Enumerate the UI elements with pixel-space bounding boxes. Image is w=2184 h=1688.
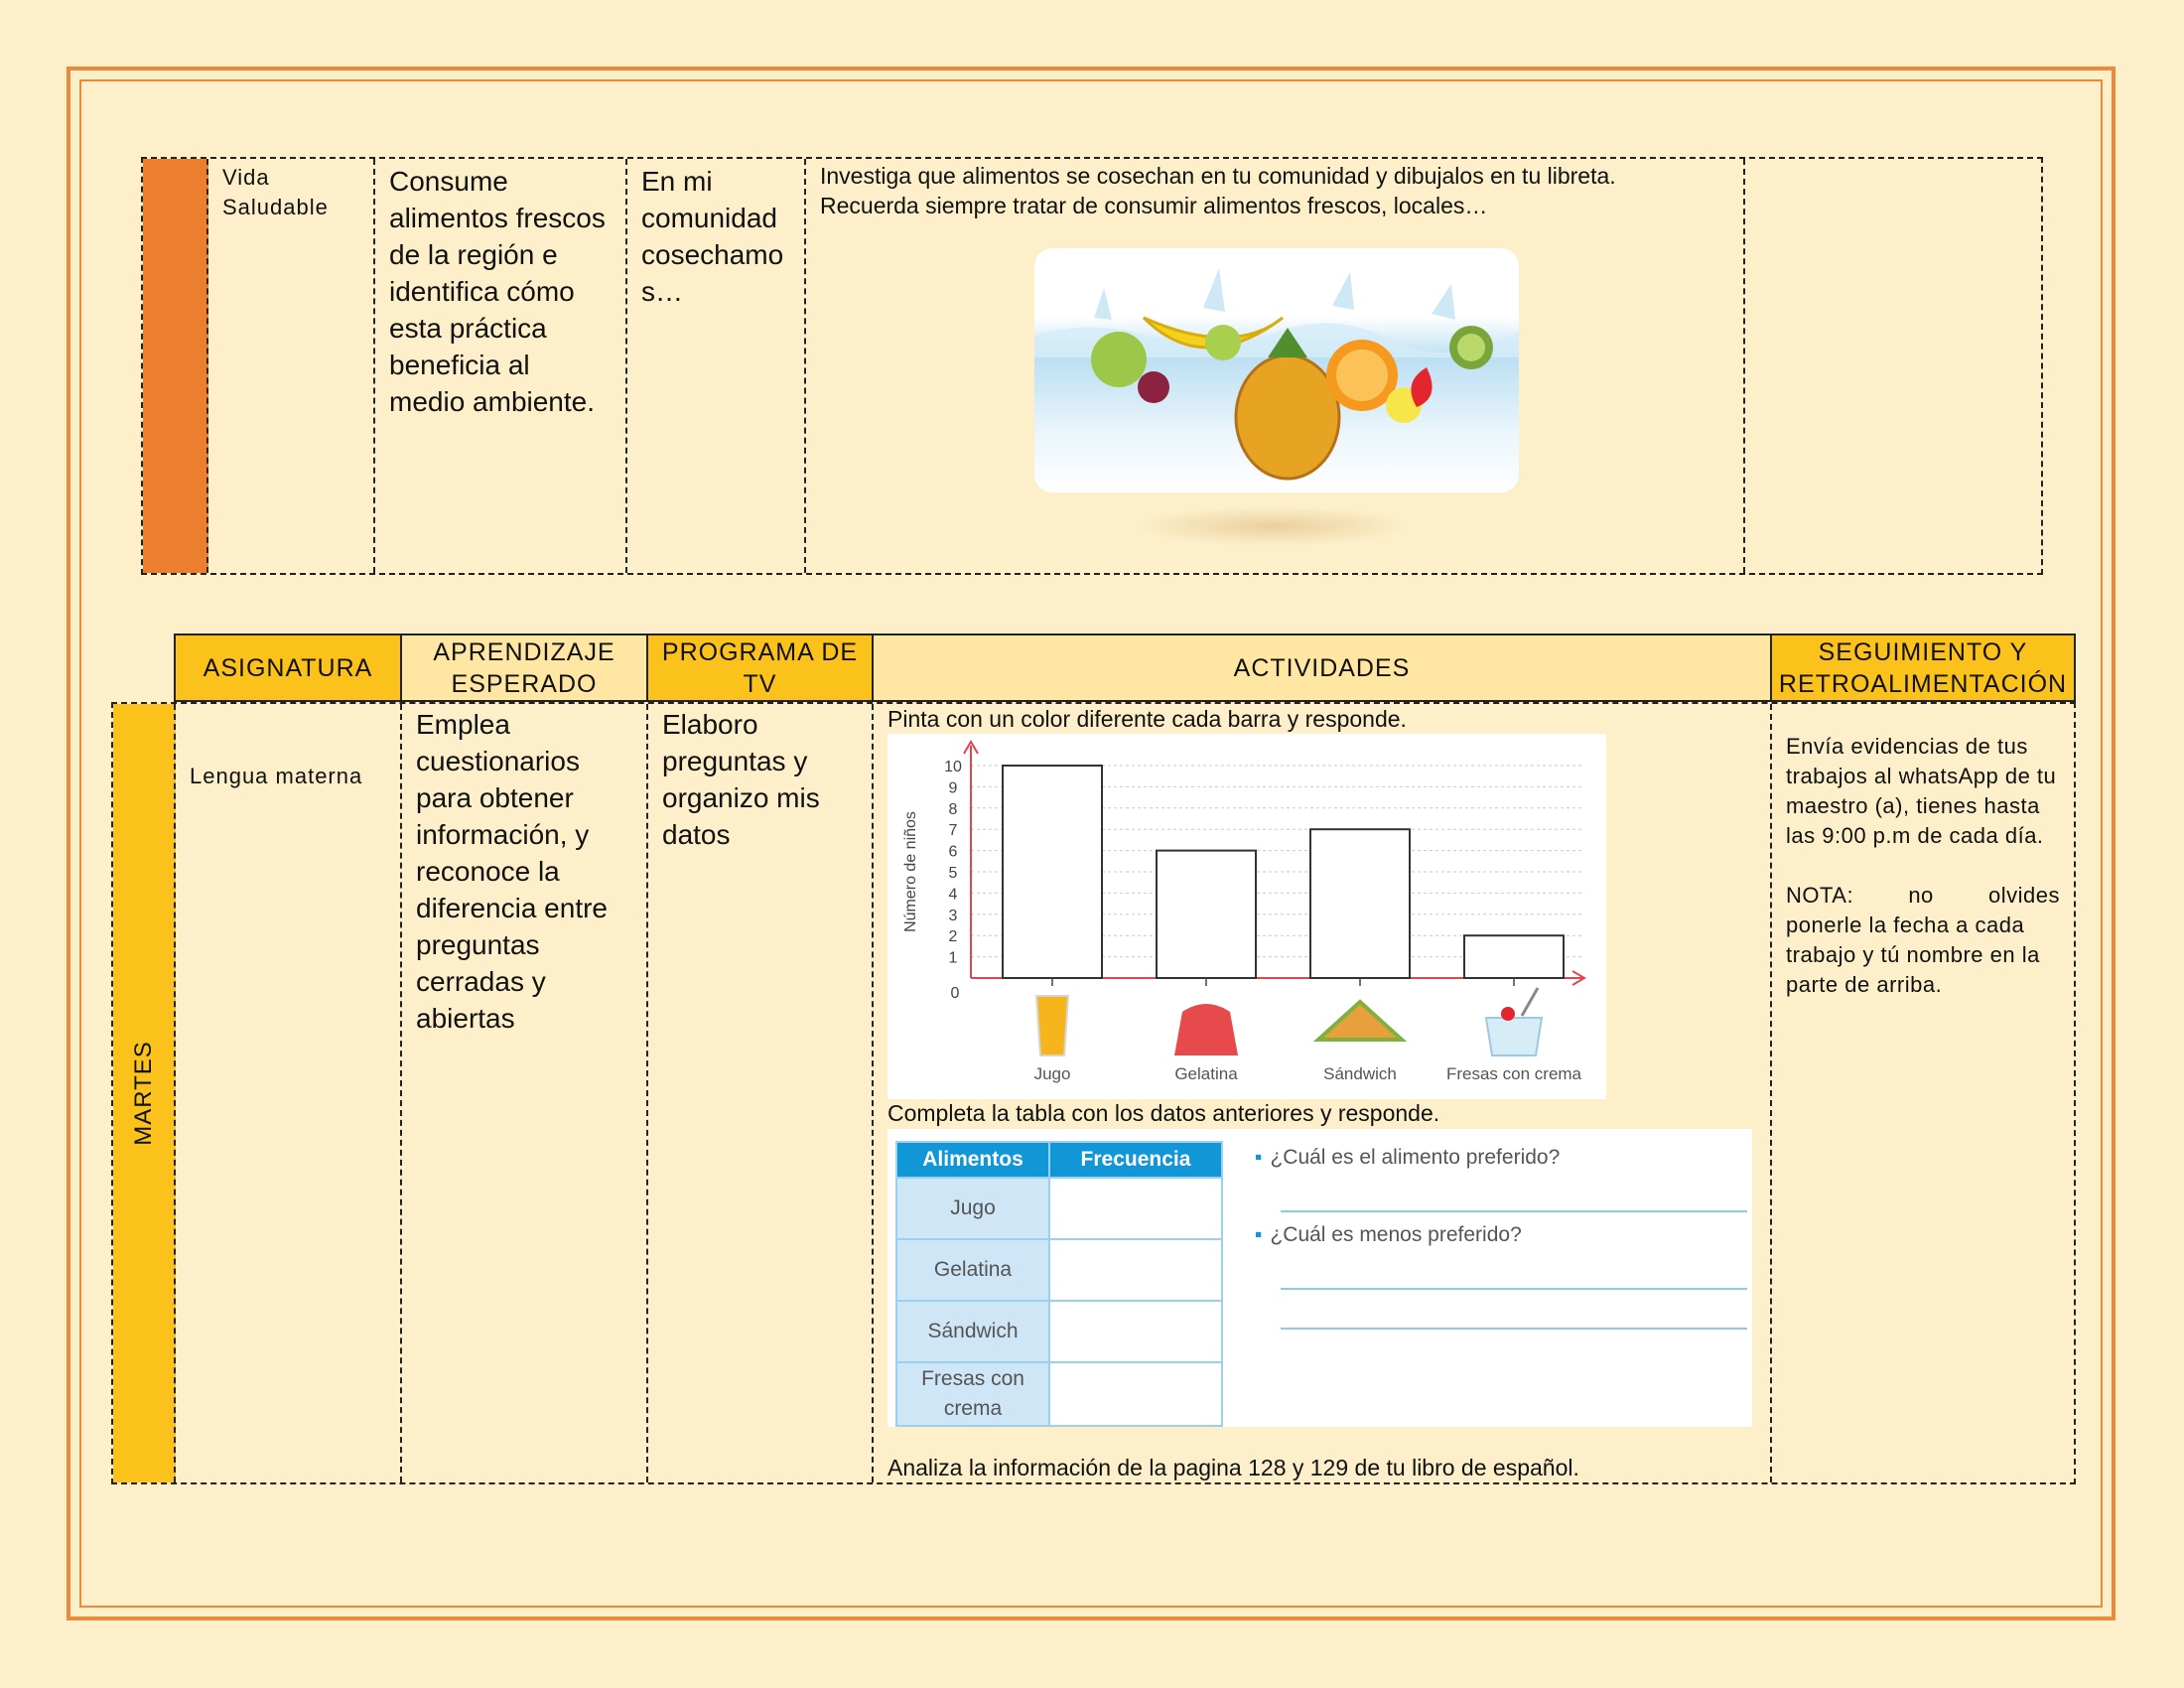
bullet-icon: ▪ (1255, 1223, 1263, 1246)
followup-cell (1745, 159, 2041, 573)
day-column (113, 704, 176, 1482)
food-name: Gelatina (896, 1239, 1049, 1301)
activity-line-2: Recuerda siempre tratar de consumir alimentos frescos, locales… (820, 193, 1488, 218)
bar-4 (1464, 935, 1564, 978)
activity-intro: Pinta con un color diferente cada barra y responde. (887, 706, 1407, 732)
question-1-text: ¿Cuál es el alimento preferido? (1270, 1146, 1561, 1169)
followup-note-first-line: NOTA: no olvides (1786, 883, 2060, 908)
fruit-splash-image (1034, 248, 1519, 492)
berry-icon (1138, 371, 1169, 403)
activity-table-intro: Completa la tabla con los datos anteriores y responde. (887, 1100, 1440, 1126)
answer-line-1[interactable] (1281, 1210, 1747, 1212)
frequency-worksheet (887, 1129, 1752, 1427)
sandwich-icon (1318, 1002, 1402, 1040)
apple-icon (1091, 332, 1147, 387)
juice-glass-icon (1036, 996, 1068, 1055)
y-tick-label: 8 (948, 800, 958, 818)
question-1 (1255, 1143, 1560, 1173)
question-2 (1255, 1220, 1522, 1250)
col-header-frecuencia: Frecuencia (1049, 1142, 1222, 1178)
x-tick-label: Jugo (1033, 1064, 1071, 1083)
activity-outro: Analiza la información de la pagina 128 y 129 de tu libro de español. (887, 1455, 1579, 1480)
pineapple-icon (1236, 355, 1339, 479)
learning-cell: Consume alimentos frescos de la región e identifica cómo esta práctica beneficia al medio ambiente. (375, 159, 627, 573)
strawberries-cream-icon (1486, 1018, 1542, 1055)
y-tick-label: 3 (948, 907, 958, 924)
x-tick-label: Fresas con crema (1445, 1064, 1582, 1083)
bar-2 (1157, 851, 1256, 978)
frequency-table (895, 1141, 1223, 1427)
y-tick-label: 0 (950, 985, 960, 1002)
bar-chart (887, 734, 1606, 1099)
x-tick-label: Gelatina (1174, 1064, 1238, 1083)
table-row (896, 1239, 1222, 1301)
lime-icon (1205, 325, 1241, 360)
y-tick-label: 7 (948, 822, 958, 840)
frequency-field[interactable] (1049, 1301, 1222, 1362)
frequency-field[interactable] (1049, 1239, 1222, 1301)
activities-cell (806, 159, 1745, 573)
learning-cell: Emplea cuestionarios para obtener información, y reconoce la diferencia entre preguntas cerradas y abiertas (402, 704, 648, 1482)
header-subject: ASIGNATURA (176, 635, 402, 700)
spoon-icon (1522, 988, 1538, 1016)
y-tick-label: 4 (948, 886, 958, 904)
header-tv: PROGRAMA DE TV (648, 635, 874, 700)
col-header-alimentos: Alimentos (896, 1142, 1049, 1178)
strawberry-icon (1501, 1007, 1515, 1021)
activities-cell (874, 704, 1772, 1482)
y-tick-label: 10 (944, 759, 962, 775)
activity-line-1: Investiga que alimentos se cosechan en tu comunidad y dibujalos en tu libreta. (820, 163, 1616, 189)
splash-icon (1094, 268, 1455, 320)
schedule-row-vida-saludable (141, 157, 2043, 575)
schedule-row-martes (111, 702, 2076, 1484)
day-label: MARTES (129, 1041, 157, 1146)
x-tick-label: Sándwich (1323, 1064, 1397, 1083)
food-name: Jugo (896, 1178, 1049, 1239)
y-tick-label: 2 (948, 928, 958, 946)
strawberry-icon (1411, 367, 1432, 407)
subject-cell: Vida Saludable (208, 159, 375, 573)
bullet-icon: ▪ (1255, 1146, 1263, 1169)
header-activities: ACTIVIDADES (874, 635, 1772, 700)
row-marker (143, 159, 208, 573)
followup-cell (1772, 704, 2074, 1482)
answer-line-2[interactable] (1281, 1288, 1747, 1290)
jelly-icon (1174, 1004, 1238, 1055)
tv-program-cell: Elaboro preguntas y organizo mis datos (648, 704, 874, 1482)
y-tick-label: 5 (948, 865, 958, 882)
table-row (896, 1362, 1222, 1426)
y-tick-label: 1 (948, 949, 958, 967)
followup-text: Envía evidencias de tus trabajos al whatsApp de tu maestro (a), tienes hasta las 9:00 p.m de cada día. (1786, 734, 2057, 848)
frequency-field[interactable] (1049, 1178, 1222, 1239)
table-row (896, 1301, 1222, 1362)
frequency-field[interactable] (1049, 1362, 1222, 1426)
y-tick-label: 6 (948, 843, 958, 861)
image-reflection (1134, 506, 1412, 546)
subject-cell: Lengua materna (176, 704, 402, 1482)
table-header (174, 633, 2076, 702)
header-followup: SEGUIMIENTO Y RETROALIMENTACIÓN (1772, 635, 2074, 700)
question-2-text: ¿Cuál es menos preferido? (1270, 1223, 1522, 1246)
followup-note-rest: ponerle la fecha a cada trabajo y tú nombre en la parte de arriba. (1786, 913, 2040, 997)
y-axis-label: Número de niños (902, 811, 919, 932)
food-name: Fresas con crema (896, 1362, 1049, 1426)
bar-3 (1310, 829, 1410, 978)
food-name: Sándwich (896, 1301, 1049, 1362)
answer-line-3[interactable] (1281, 1328, 1747, 1330)
y-tick-label: 9 (948, 779, 958, 797)
header-learning: APRENDIZAJE ESPERADO (402, 635, 648, 700)
table-row (896, 1178, 1222, 1239)
bar-1 (1003, 766, 1102, 978)
tv-program-cell: En mi comunidad cosechamo s… (627, 159, 806, 573)
